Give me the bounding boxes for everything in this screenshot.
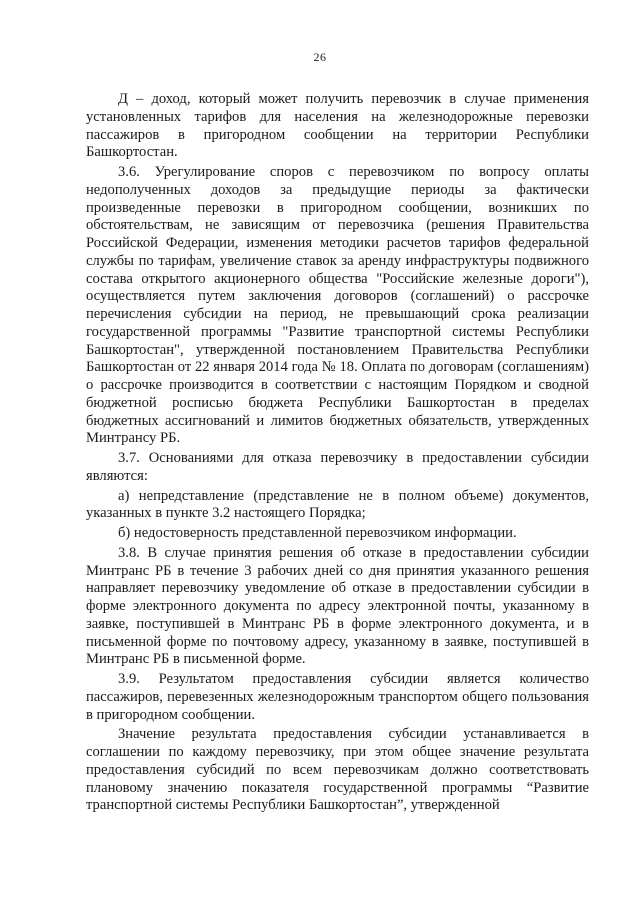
paragraph-3-9: 3.9. Результатом предоставления субсидии является количество пассажиров, перевезенных железнодорожным транспортом общего пользования в пригородном сообщении. <box>86 671 589 723</box>
paragraph-result-value: Значение результата предоставления субсидии устанавливается в соглашении по каждому перевозчику, при этом общее значение результата предоставления субсидий по всем перевозчикам должно соответствовать плановому значению показателя государственной программы “Развитие транспортной системы Республики Башкортостан”, утвержденной <box>86 726 589 814</box>
paragraph-income-definition: Д – доход, который может получить перевозчик в случае применения установленных тарифов для населения на железнодорожные перевозки пассажиров в пригородном сообщении на территории Республики Башкортостан. <box>86 91 589 161</box>
paragraph-3-8: 3.8. В случае принятия решения об отказе в предоставлении субсидии Минтранс РБ в течение 3 рабочих дней со дня принятия указанного решения направляет перевозчику уведомление об отказе в предоставлении субсидии в форме электронного документа по адресу электронной почты, указанному в заявке, поступившей в Минтранс РБ в форме электронного документа, и в письменной форме по почтовому адресу, указанному в заявке, поступившей в Минтранс РБ в письменной форме. <box>86 544 589 668</box>
paragraph-3-7-b: б) недостоверность представленной перевозчиком информации. <box>118 525 517 541</box>
page-number: 26 <box>313 50 327 64</box>
paragraph-3-6: 3.6. Урегулирование споров с перевозчиком по вопросу оплаты недополученных доходов за предыдущие периоды за фактически произведенные перевозки в пригородном сообщении, возникших по обстоятельствам, не зависящим от перевозчика (решения Правительства Российской Федерации, изменения методики расчетов тарифов федеральной службы по тарифам, увеличение ставок за аренду инфраструктуры подвижного состава открытого акционерного общества "Российские железные дороги"), осуществляется путем заключения договоров (соглашений) о рассрочке перечисления субсидии на период, не превышающий срока реализации государственной программы "Развитие транспортной системы Республики Башкортостан", утвержденной постановлением Правительства Республики Башкортостан от 22 января 2014 года № 18. Оплата по договорам (соглашениям) о рассрочке производится в соответствии с настоящим Порядком и сводной бюджетной росписью бюджета Республики Башкортостан в пределах бюджетных ассигнований и лимитов бюджетных обязательств, утвержденных Минтрансу РБ. <box>86 164 589 447</box>
document-body <box>86 91 589 815</box>
paragraph-3-7-a: а) непредставление (представление не в полном объеме) документов, указанных в пункте 3.2 настоящего Порядка; <box>86 487 589 522</box>
paragraph-3-7: 3.7. Основаниями для отказа перевозчику в предоставлении субсидии являются: <box>86 450 589 484</box>
